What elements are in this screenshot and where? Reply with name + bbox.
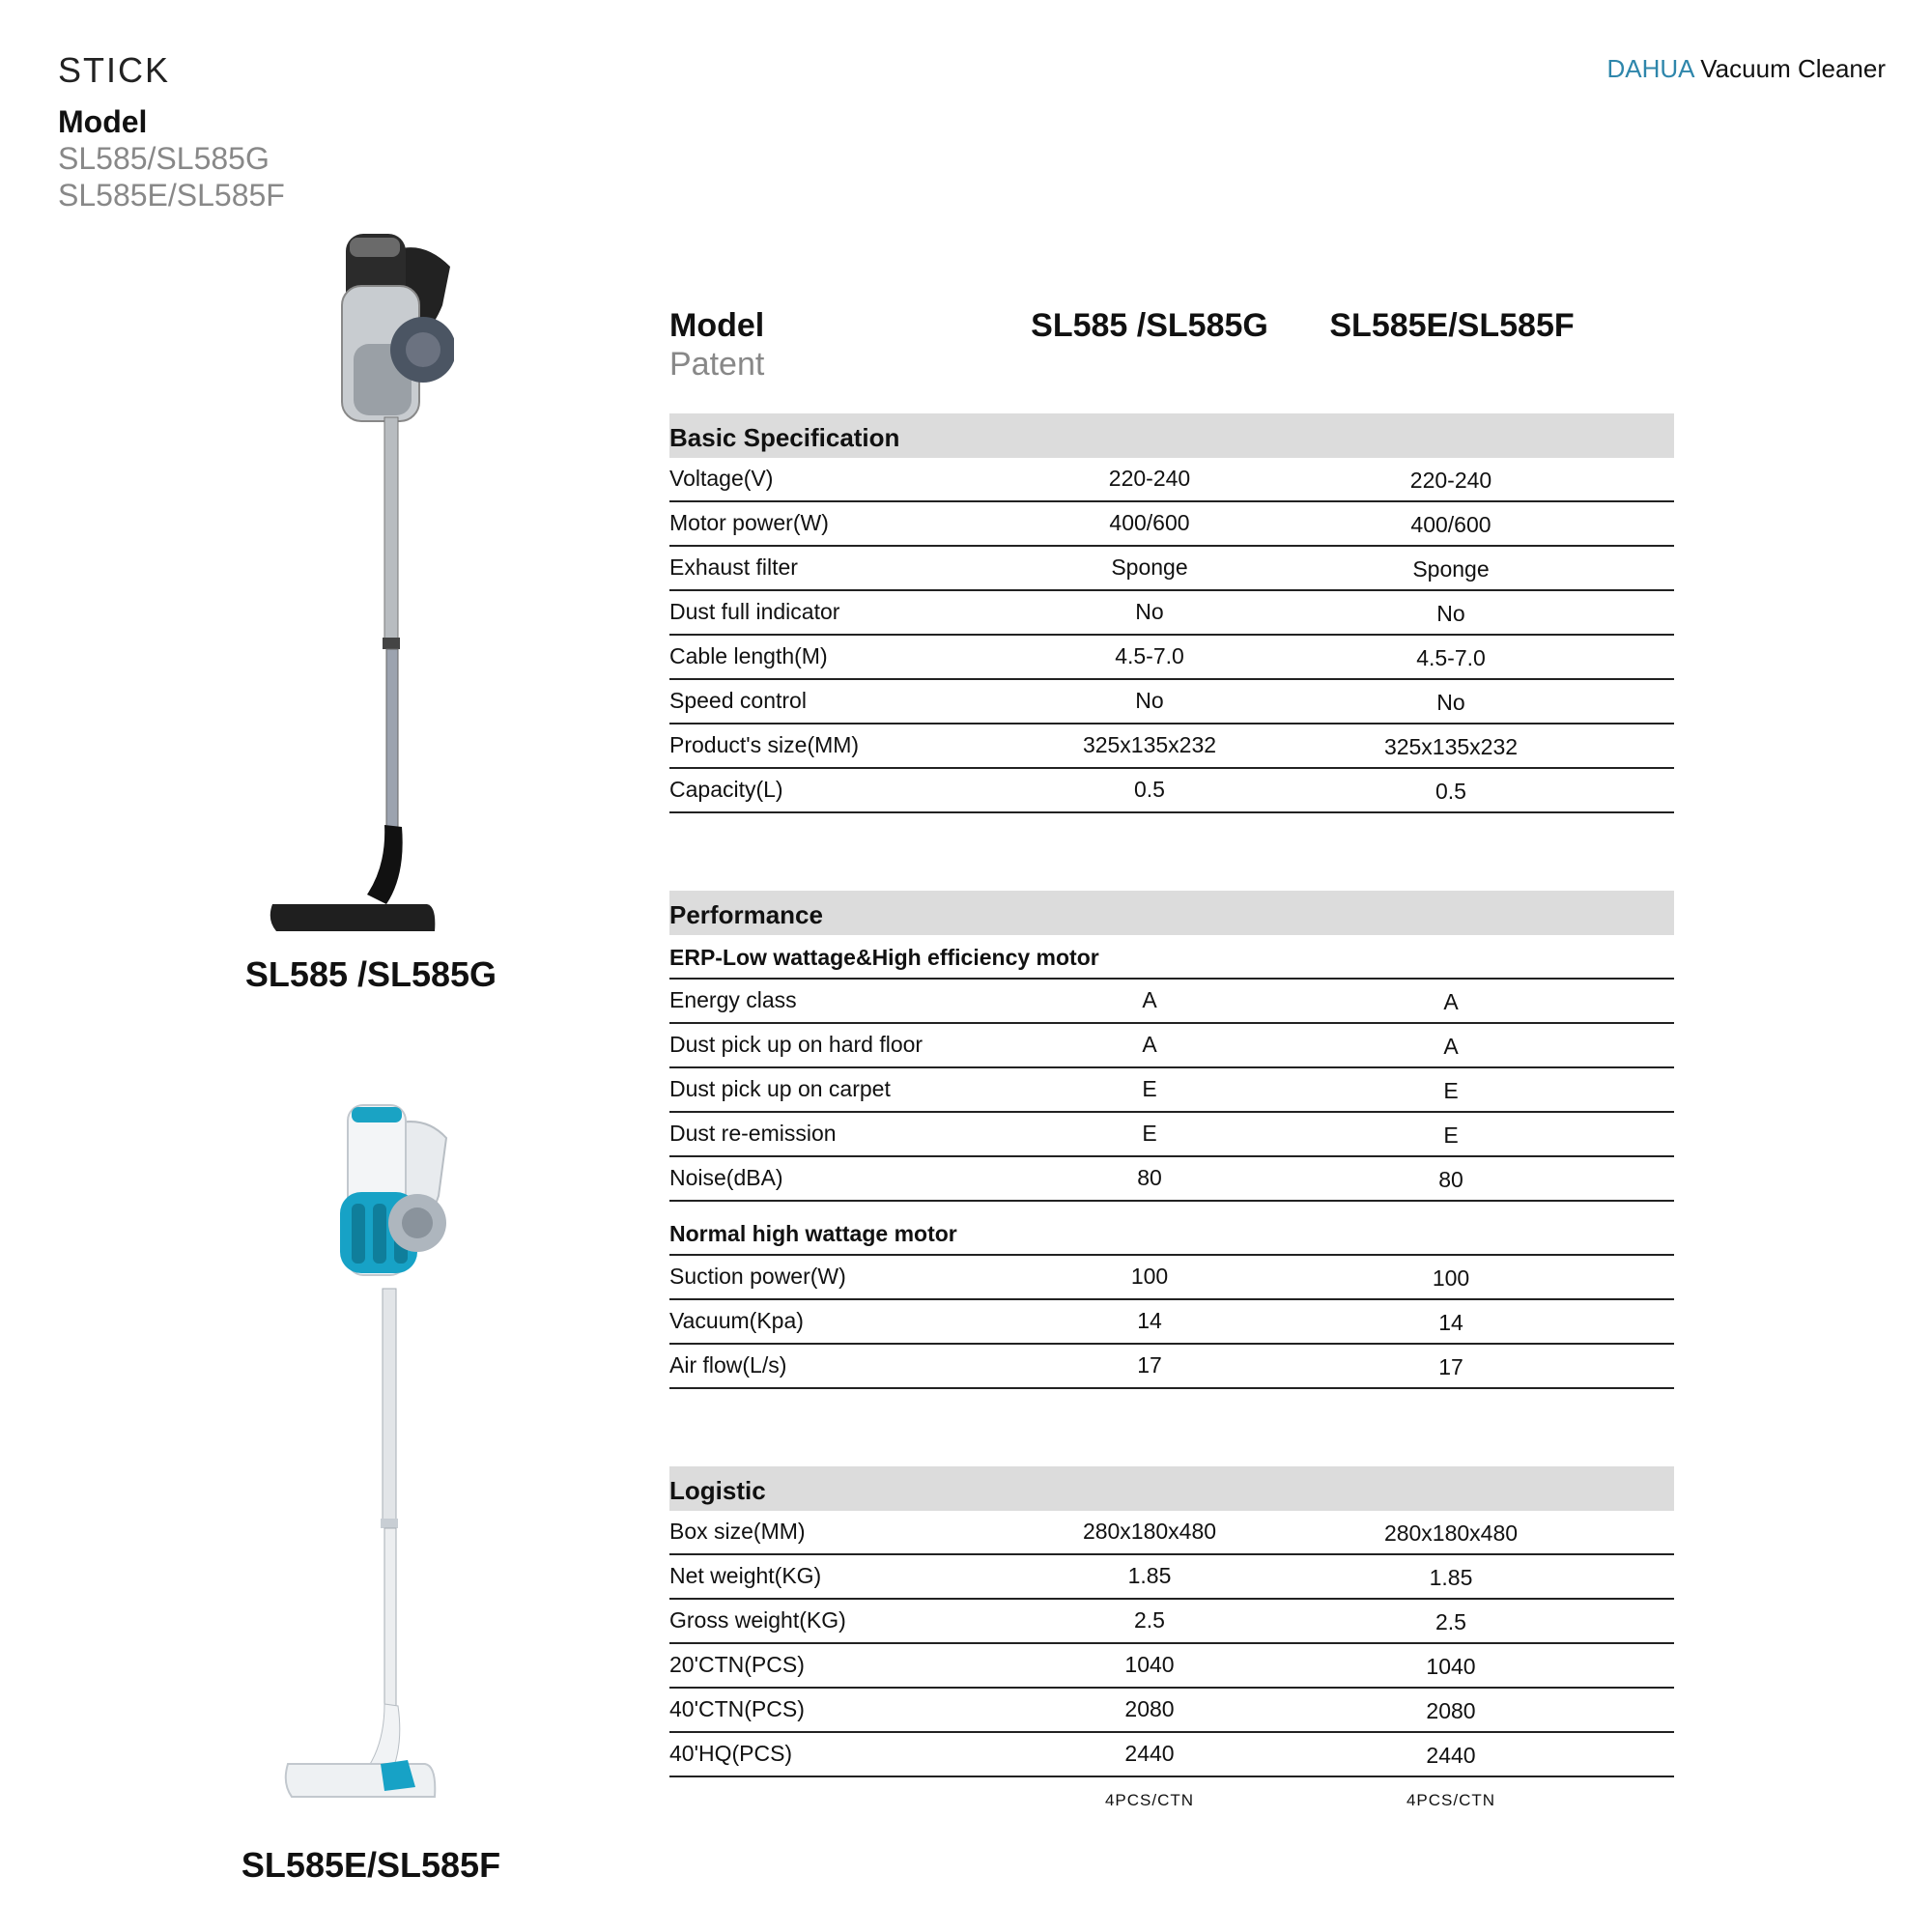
row-value-2: 0.5 — [1435, 779, 1466, 804]
table-row — [669, 1157, 1674, 1202]
row-value-2: 2440 — [1426, 1743, 1476, 1768]
table-row — [669, 1600, 1674, 1644]
table-row — [669, 1733, 1674, 1777]
row-value-1: 17 — [1137, 1352, 1162, 1378]
row-value-1: No — [1135, 599, 1164, 624]
row-value-2: 80 — [1438, 1167, 1463, 1192]
brand-label — [1606, 54, 1886, 84]
tube-upper — [384, 417, 398, 639]
spec-table — [669, 307, 1674, 1816]
row-label: Net weight(KG) — [669, 1563, 822, 1588]
table-body — [669, 413, 1674, 1816]
row-value-2: A — [1443, 989, 1459, 1014]
row-label: Exhaust filter — [669, 554, 798, 580]
row-value-1: 220-240 — [1108, 466, 1191, 491]
product-caption-2: SL585E/SL585F — [241, 1845, 501, 1885]
subgroup-title: Normal high wattage motor — [669, 1211, 1674, 1256]
row-value-2: 280x180x480 — [1383, 1520, 1519, 1546]
row-label: Suction power(W) — [669, 1264, 846, 1289]
row-label: Speed control — [669, 688, 807, 713]
row-label: Motor power(W) — [669, 510, 829, 535]
table-row — [669, 724, 1674, 769]
table-row — [669, 1024, 1674, 1068]
section-gap — [669, 813, 1674, 891]
row-value-2: No — [1436, 690, 1465, 715]
row-value-2: No — [1436, 601, 1465, 626]
row-label: Dust pick up on carpet — [669, 1076, 891, 1101]
row-label: Dust full indicator — [669, 599, 840, 624]
row-value-1: No — [1135, 688, 1164, 713]
row-value-2: 1.85 — [1429, 1565, 1473, 1590]
table-row — [669, 769, 1674, 813]
floor-head-shape — [270, 904, 436, 931]
table-model-label: Model — [669, 307, 765, 344]
row-label: Voltage(V) — [669, 466, 774, 491]
row-value-1: 1.85 — [1127, 1563, 1172, 1588]
table-row — [669, 1113, 1674, 1157]
table-row — [669, 1511, 1674, 1555]
row-value-2: A — [1443, 1034, 1459, 1059]
footnote-row — [669, 1777, 1674, 1816]
tube-upper — [383, 1289, 396, 1520]
row-value-2: E — [1443, 1078, 1459, 1103]
row-label: Vacuum(Kpa) — [669, 1308, 804, 1333]
row-label: Noise(dBA) — [669, 1165, 783, 1190]
table-header — [669, 307, 1674, 413]
table-row — [669, 502, 1674, 547]
table-row — [669, 1644, 1674, 1689]
table-row — [669, 1555, 1674, 1600]
row-value-2: 1040 — [1426, 1654, 1476, 1679]
row-value-1: A — [1142, 1032, 1157, 1057]
table-row — [669, 458, 1674, 502]
table-row — [669, 591, 1674, 636]
row-value-1: 80 — [1137, 1165, 1162, 1190]
row-value-2: 2080 — [1426, 1698, 1476, 1723]
row-value-2: 100 — [1432, 1265, 1470, 1291]
section-gap — [669, 1389, 1674, 1466]
row-label: Capacity(L) — [669, 777, 783, 802]
row-value-2: 325x135x232 — [1383, 734, 1519, 759]
model-heading: Model — [58, 104, 148, 139]
row-value-2: 14 — [1438, 1310, 1463, 1335]
row-label: Box size(MM) — [669, 1519, 806, 1544]
footnote-1: 4PCS/CTN — [1104, 1791, 1195, 1809]
row-value-1: 2440 — [1124, 1741, 1175, 1766]
row-value-2: 17 — [1438, 1354, 1463, 1379]
table-row — [669, 636, 1674, 680]
model-line-2: SL585E/SL585F — [58, 178, 285, 213]
row-value-1: Sponge — [1111, 554, 1188, 580]
row-value-2: 400/600 — [1410, 512, 1492, 537]
footnote-2: 4PCS/CTN — [1406, 1791, 1496, 1809]
row-value-1: 400/600 — [1109, 510, 1190, 535]
vacuum-stick-white-teal-image — [280, 1099, 473, 1814]
table-row — [669, 1689, 1674, 1733]
row-value-1: 14 — [1137, 1308, 1162, 1333]
table-row — [669, 1256, 1674, 1300]
category-title: STICK — [58, 50, 171, 90]
table-row — [669, 547, 1674, 591]
row-value-2: Sponge — [1412, 556, 1490, 582]
row-value-1: 0.5 — [1134, 777, 1165, 802]
tube-lower — [386, 649, 398, 833]
tube-lower — [384, 1528, 396, 1712]
row-label: Energy class — [669, 987, 797, 1012]
row-value-2: E — [1443, 1122, 1459, 1148]
row-label: Dust re-emission — [669, 1121, 837, 1146]
section-title: Logistic — [669, 1466, 1674, 1511]
product-caption-1: SL585 /SL585G — [244, 954, 497, 994]
model-line-1: SL585/SL585G — [58, 141, 270, 176]
table-patent-label: Patent — [669, 346, 765, 383]
row-value-1: E — [1142, 1076, 1157, 1101]
table-row — [669, 680, 1674, 724]
row-value-1: 280x180x480 — [1082, 1519, 1217, 1544]
column-header-2: SL585E/SL585F — [1329, 307, 1575, 344]
column-header-1: SL585 /SL585G — [1031, 307, 1268, 344]
row-value-1: 2.5 — [1134, 1607, 1165, 1633]
table-row — [669, 1300, 1674, 1345]
row-label: Cable length(M) — [669, 643, 828, 668]
row-label: 20'CTN(PCS) — [669, 1652, 805, 1677]
table-row — [669, 980, 1674, 1024]
row-label: 40'CTN(PCS) — [669, 1696, 805, 1721]
row-value-1: 2080 — [1124, 1696, 1175, 1721]
brand-suffix: Vacuum Cleaner — [1693, 54, 1886, 83]
row-label: Product's size(MM) — [669, 732, 860, 757]
row-value-2: 2.5 — [1435, 1609, 1466, 1634]
subgroup-title: ERP-Low wattage&High efficiency motor — [669, 935, 1674, 980]
row-label: 40'HQ(PCS) — [669, 1741, 793, 1766]
row-value-1: 100 — [1130, 1264, 1169, 1289]
table-row — [669, 1345, 1674, 1389]
row-value-1: 4.5-7.0 — [1115, 643, 1184, 668]
table-row — [669, 1068, 1674, 1113]
row-value-1: E — [1142, 1121, 1157, 1146]
section-title: Performance — [669, 891, 1674, 935]
row-value-1: A — [1142, 987, 1157, 1012]
brand-name: DAHUA — [1606, 54, 1694, 83]
vacuum-stick-black-silver-image — [261, 228, 454, 943]
row-value-1: 325x135x232 — [1082, 732, 1217, 757]
section-title: Basic Specification — [669, 413, 1674, 458]
row-label: Dust pick up on hard floor — [669, 1032, 923, 1057]
row-value-2: 4.5-7.0 — [1416, 645, 1486, 670]
row-label: Air flow(L/s) — [669, 1352, 787, 1378]
row-label: Gross weight(KG) — [669, 1607, 846, 1633]
row-value-2: 220-240 — [1409, 468, 1492, 493]
row-value-1: 1040 — [1124, 1652, 1175, 1677]
